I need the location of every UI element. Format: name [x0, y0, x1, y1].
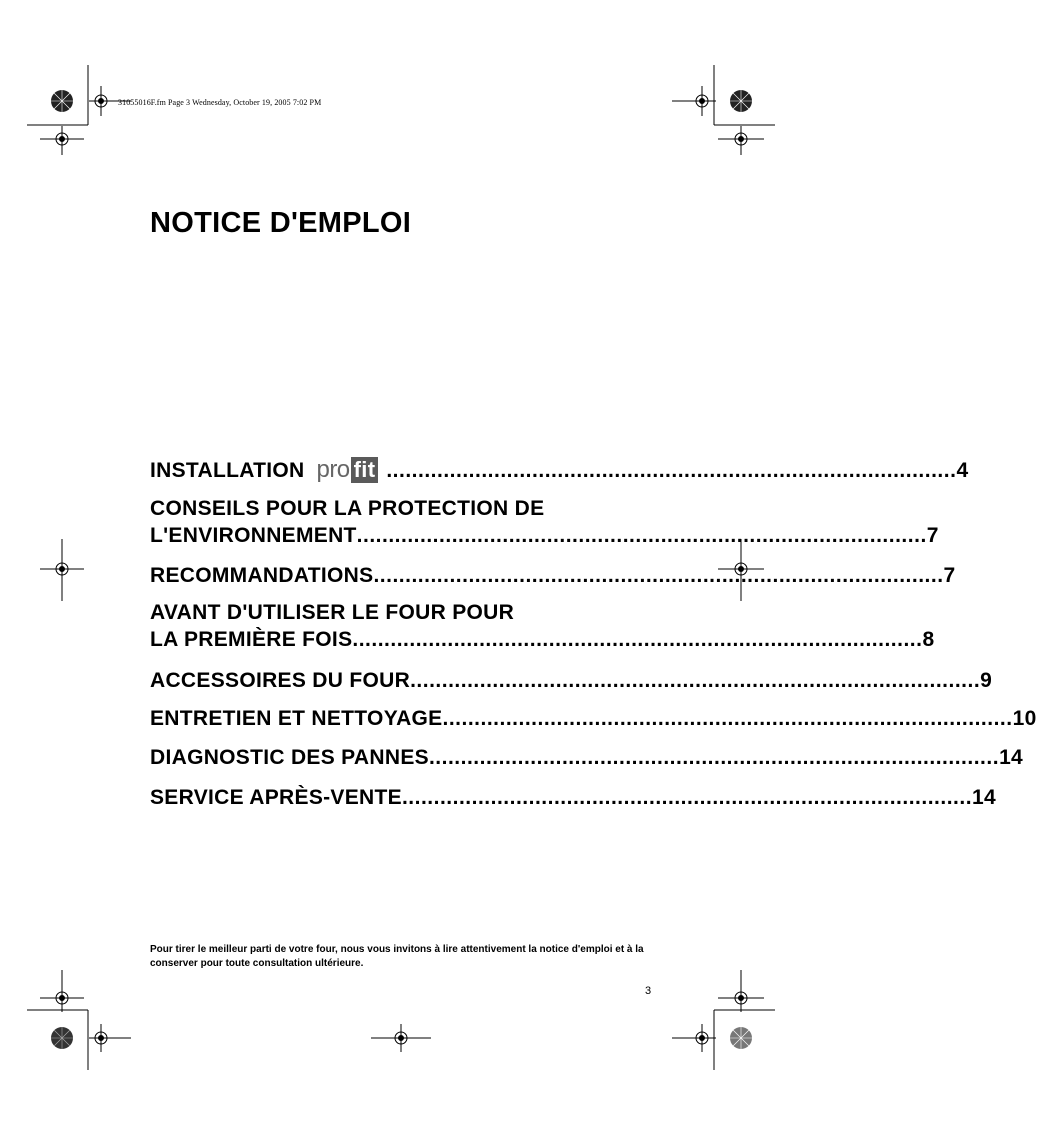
toc-page-number: 14 — [999, 746, 1024, 769]
toc-label: CONSEILS POUR LA PROTECTION DE — [150, 497, 545, 520]
toc-entry-after-sales[interactable] — [150, 784, 997, 811]
toc-label: INSTALLATION — [150, 459, 305, 482]
crosshair-icon — [371, 1024, 431, 1052]
toc-page-number: 8 — [922, 628, 935, 651]
crosshair-icon — [40, 539, 84, 601]
toc-label: AVANT D'UTILISER LE FOUR POUR — [150, 601, 515, 624]
toc-leader-dots: .......................................................................................... — [410, 669, 981, 692]
toc-label: DIAGNOSTIC DES PANNES — [150, 746, 429, 769]
toc-page-number: 14 — [972, 786, 997, 809]
toc-entry-troubleshooting[interactable] — [150, 744, 1024, 771]
toc-entry-recommendations[interactable] — [150, 562, 956, 589]
logo-text: pro — [316, 456, 350, 483]
toc-entry-maintenance[interactable] — [150, 705, 1037, 732]
toc-entry-environment[interactable] — [150, 495, 939, 549]
toc-label: ACCESSOIRES DU FOUR — [150, 669, 411, 692]
page-title: NOTICE D'EMPLOI — [150, 207, 412, 239]
toc-leader-dots: .......................................................................................... — [442, 707, 1013, 730]
starburst-target-icon — [51, 1027, 73, 1049]
toc-page-number: 7 — [943, 564, 956, 587]
profit-logo — [316, 456, 378, 483]
toc-page-number: 10 — [1012, 707, 1037, 730]
toc-leader-dots: .......................................................................................... — [401, 786, 973, 809]
toc-page-number: 4 — [956, 459, 969, 482]
crosshair-icon — [672, 86, 716, 116]
starburst-target-icon — [51, 90, 73, 112]
toc-page-number: 7 — [926, 524, 939, 547]
toc-leader-dots: .......................................................................................... — [428, 746, 1000, 769]
toc-label: L'ENVIRONNEMENT — [150, 524, 357, 547]
crosshair-icon — [672, 1024, 716, 1052]
toc-label: RECOMMANDATIONS — [150, 564, 374, 587]
starburst-target-icon — [730, 90, 752, 112]
crosshair-icon — [40, 126, 84, 155]
crosshair-icon — [718, 126, 764, 155]
page-number: 3 — [645, 985, 652, 997]
toc-entry-installation[interactable] — [150, 456, 969, 484]
toc-entry-accessories[interactable] — [150, 667, 993, 694]
toc-label: LA PREMIÈRE FOIS — [150, 628, 353, 651]
toc-label: ENTRETIEN ET NETTOYAGE — [150, 707, 443, 730]
logo-text: fit — [351, 457, 379, 483]
toc-leader-dots: .......................................................................................... — [352, 628, 923, 651]
starburst-target-icon — [730, 1027, 752, 1049]
crosshair-icon — [89, 1024, 131, 1052]
toc-leader-dots: .......................................................................................... — [356, 524, 927, 547]
toc-entry-first-use[interactable] — [150, 599, 935, 653]
toc-leader-dots: .......................................................................................... — [386, 459, 957, 482]
crosshair-icon — [718, 970, 764, 1012]
crosshair-icon — [40, 970, 84, 1012]
footnote: Pour tirer le meilleur parti de votre four, nous vous invitons à lire attentivement la notice d'emploi et à la conserver pour toute consultation ultérieure. — [150, 944, 644, 969]
toc-page-number: 9 — [980, 669, 993, 692]
toc-label: SERVICE APRÈS-VENTE — [150, 786, 402, 809]
toc-leader-dots: .......................................................................................... — [373, 564, 944, 587]
file-info-header: 31055016F.fm Page 3 Wednesday, October 19, 2005 7:02 PM — [118, 98, 322, 107]
